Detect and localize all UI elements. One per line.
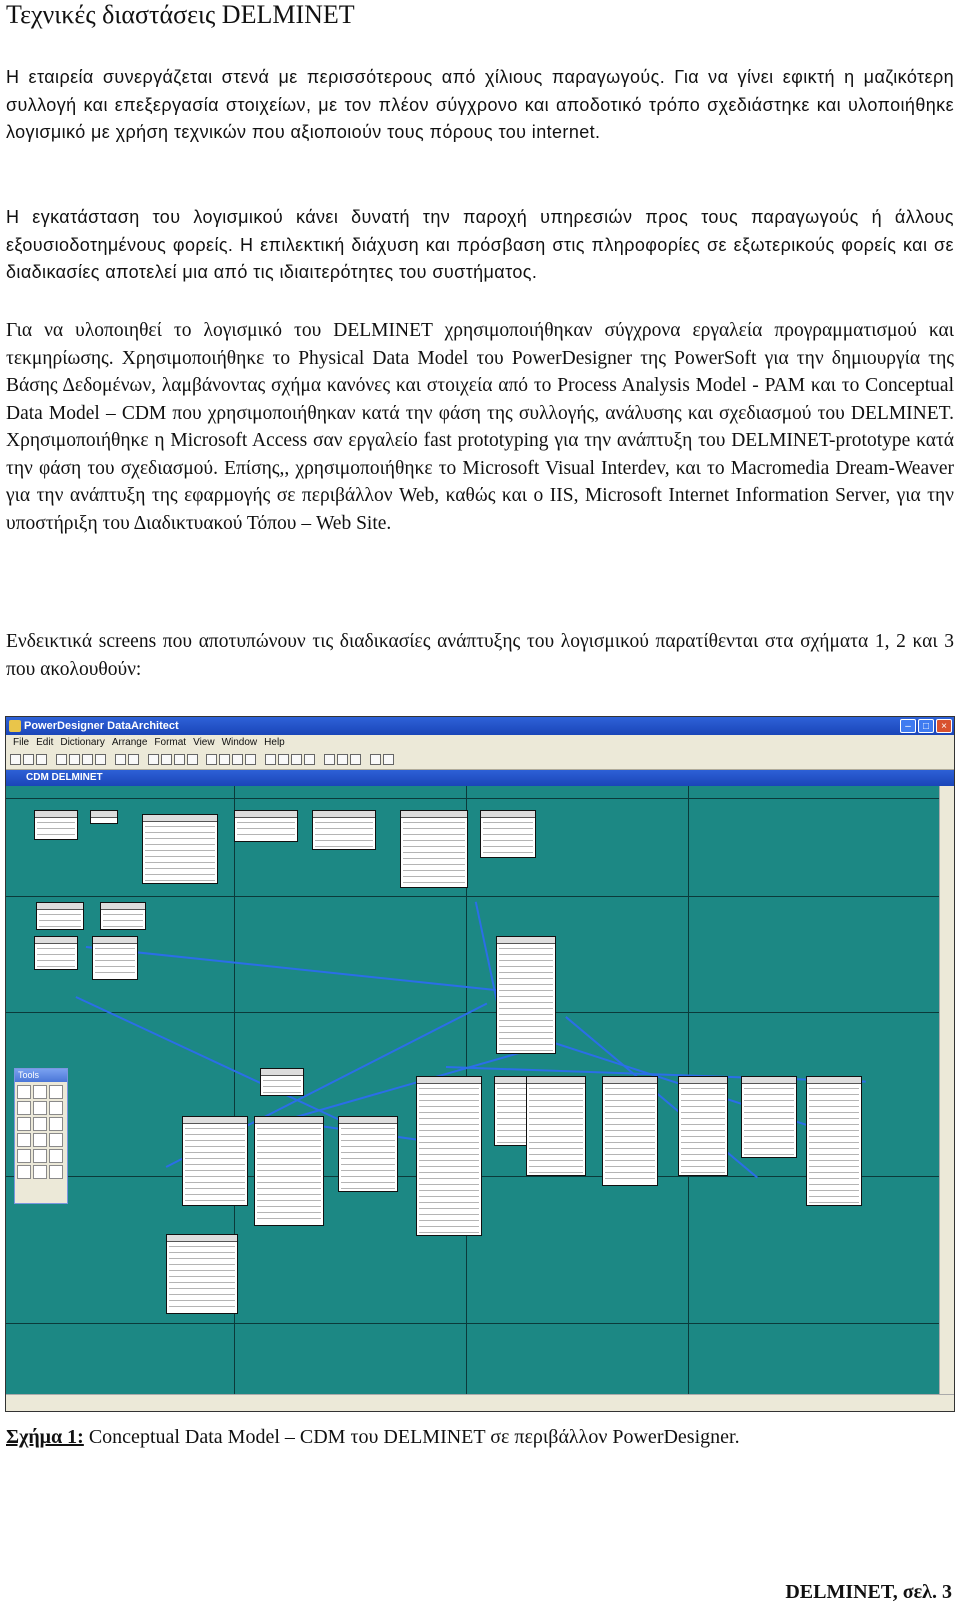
document-title: CDM DELMINET (26, 772, 103, 783)
font-icon[interactable] (174, 754, 185, 765)
menu-bar (6, 735, 954, 751)
entity-table[interactable] (526, 1076, 586, 1176)
grid-line (6, 798, 940, 799)
properties-icon[interactable] (383, 754, 394, 765)
entity-table[interactable] (260, 1068, 304, 1096)
save-icon[interactable] (36, 754, 47, 765)
menu-edit[interactable]: Edit (36, 737, 54, 748)
about-icon[interactable] (350, 754, 361, 765)
grid-line (6, 896, 940, 897)
relationship-tool-icon[interactable] (17, 1133, 31, 1147)
entity-table[interactable] (416, 1076, 482, 1236)
entity-table[interactable] (142, 814, 218, 884)
menu-window[interactable]: Window (221, 737, 258, 748)
relationship-line (566, 1016, 758, 1178)
entity-table[interactable] (92, 936, 138, 980)
grid-line (6, 1323, 940, 1324)
new-icon[interactable] (10, 754, 21, 765)
menu-view[interactable]: View (193, 737, 215, 748)
zoom-in-icon[interactable] (206, 754, 217, 765)
entity-table[interactable] (496, 936, 556, 1054)
entity-table[interactable] (166, 1234, 238, 1314)
entity-tool-icon[interactable] (33, 1117, 47, 1131)
undo-icon[interactable] (115, 754, 126, 765)
app-icon (9, 720, 21, 732)
close-icon[interactable]: × (936, 719, 952, 733)
entity-table[interactable] (36, 902, 84, 930)
rounded-rect-tool-icon[interactable] (49, 1165, 63, 1179)
entity-table[interactable] (34, 810, 78, 840)
report-icon[interactable] (304, 754, 315, 765)
move-icon[interactable] (49, 1101, 63, 1115)
zoom-fit-icon[interactable] (232, 754, 243, 765)
entity-table[interactable] (806, 1076, 862, 1206)
entity-table[interactable] (602, 1076, 658, 1186)
refresh-icon[interactable] (245, 754, 256, 765)
paragraph-tools: Για να υλοποιηθεί το λογισμικό του DELMINET χρησιμοποιήθηκαν σύγχρονα εργαλεία προγραμματισμού και τεκμηρίωσης. Χρησιμοποιήθηκε το Physical Data Model του PowerDesigner της PowerSoft για την δημιουργία της Βάσης Δεδομένων, λαμβάνοντας σχήμα κανόνες και στοιχεία από το Process Analysis Model - PAM και το Conceptual Data Model – CDM που χρησιμοποιήθηκαν κατά την φάση της συλλογής, ανάλυσης και σχεδιασμού του DELMINET. Χρησιμοποιήθηκε η Microsoft Access σαν εργαλείο fast prototyping για την ανάπτυξη του DELMINET-prototype κατά την φάση του σχεδιασμού. Επίσης,, χρησιμοποιήθηκε το Microsoft Visual Interdev, και το Macromedia Dream-Weaver για την ανάπτυξη της εφαρμογής σε περιβάλλον Web, καθώς και ο IIS, Microsoft Internet Information Server, για την υποστήριξη του Διαδικτυακού Τόπου – Web Site. (6, 320, 954, 534)
model-icon[interactable] (265, 754, 276, 765)
open-icon[interactable] (23, 754, 34, 765)
paragraph-intro: Η εταιρεία συνεργάζεται στενά με περισσότερους από χίλιους παραγωγούς. Για να γίνει εφικτή η μαζικότερη συλλογή και επεξεργασία στοιχείων, με τον πλέον σύγχρονο και αποδοτικό τρόπο σχεδιάστηκε και υλοποιήθηκε λογισμικό με χρήση τεχνικών που αξιοποιούν τους πόρους του internet. (6, 67, 954, 142)
entity-table[interactable] (741, 1076, 797, 1158)
zoom-out-tool-icon[interactable] (33, 1101, 47, 1115)
entity-table[interactable] (90, 810, 118, 824)
menu-format[interactable]: Format (154, 737, 187, 748)
context-help-icon[interactable] (337, 754, 348, 765)
entity-table[interactable] (400, 810, 468, 888)
pencil-icon[interactable] (148, 754, 159, 765)
vertical-scrollbar[interactable] (939, 786, 954, 1395)
arc-tool-icon[interactable] (33, 1165, 47, 1179)
hand-icon[interactable] (49, 1085, 63, 1099)
minimize-icon[interactable]: – (900, 719, 916, 733)
print-icon[interactable] (56, 754, 67, 765)
menu-dictionary[interactable]: Dictionary (60, 737, 105, 748)
app-title-bar (6, 717, 954, 735)
entity-table[interactable] (338, 1116, 398, 1192)
entity-table[interactable] (480, 810, 536, 858)
paragraph-screens: Ενδεικτικά screens που αποτυπώνουν τις διαδικασίες ανάπτυξης του λογισμικού παρατίθενται στα σχήματα 1, 2 και 3 που ακολουθούν: (6, 631, 954, 680)
entity-table[interactable] (254, 1116, 324, 1226)
entity-table[interactable] (234, 810, 298, 842)
grid-line (6, 1012, 940, 1013)
paste-icon[interactable] (95, 754, 106, 765)
ellipse-tool-icon[interactable] (49, 1149, 63, 1163)
page-title: Τεχνικές διαστάσεις DELMINET (6, 0, 355, 29)
powerdesigner-screenshot (5, 716, 955, 1412)
line-tool-icon[interactable] (17, 1149, 31, 1163)
relationship-line (86, 946, 504, 991)
inheritance-icon[interactable] (49, 1117, 63, 1131)
diagram-canvas[interactable] (6, 786, 940, 1395)
menu-file[interactable]: File (13, 737, 30, 748)
entity-table[interactable] (678, 1076, 728, 1176)
tools-palette (14, 1068, 68, 1204)
help-icon[interactable] (324, 754, 335, 765)
app-title: PowerDesigner DataArchitect (24, 720, 179, 732)
lasso-icon[interactable] (33, 1085, 47, 1099)
entity-table[interactable] (312, 810, 376, 850)
pointer-icon[interactable] (17, 1085, 31, 1099)
maximize-icon[interactable]: □ (918, 719, 934, 733)
redo-icon[interactable] (128, 754, 139, 765)
figure-label: Σχήμα 1: (6, 1426, 84, 1448)
entity-table[interactable] (182, 1116, 248, 1206)
rectangle-tool-icon[interactable] (33, 1149, 47, 1163)
tools-title: Tools (15, 1069, 67, 1082)
zoom-icon[interactable] (17, 1101, 31, 1115)
page-footer: DELMINET, σελ. 3 (785, 1581, 952, 1603)
check-icon[interactable] (161, 754, 172, 765)
entity-table[interactable] (100, 902, 146, 930)
text-tool-icon[interactable] (49, 1133, 63, 1147)
scissors-icon[interactable] (17, 1117, 31, 1131)
document-title-bar (6, 770, 954, 786)
check-model-icon[interactable] (278, 754, 289, 765)
copy-icon[interactable] (82, 754, 93, 765)
menu-arrange[interactable]: Arrange (111, 737, 148, 748)
window-icon[interactable] (370, 754, 381, 765)
polyline-tool-icon[interactable] (17, 1165, 31, 1179)
figure-caption-text: Conceptual Data Model – CDM του DELMINET σε περιβάλλον PowerDesigner. (83, 1426, 740, 1448)
zoom-out-icon[interactable] (219, 754, 230, 765)
menu-help[interactable]: Help (264, 737, 285, 748)
horizontal-scrollbar[interactable] (6, 1394, 954, 1411)
association-icon[interactable] (33, 1133, 47, 1147)
generate-icon[interactable] (291, 754, 302, 765)
entity-table[interactable] (34, 936, 78, 970)
figure-caption (6, 1426, 740, 1449)
cut-icon[interactable] (69, 754, 80, 765)
format-icon[interactable] (187, 754, 198, 765)
paragraph-installation: Η εγκατάσταση του λογισμικού κάνει δυνατή την παροχή υπηρεσιών προς τους παραγωγούς ή άλλους εξουσιοδοτημένους φορείς. Η επιλεκτική διάχυση και πρόσβαση στις πληροφορίες σε εξωτερικούς φορείς και σε διαδικασίες αποτελεί μια από τις ιδιαιτερότητες του συστήματος. (6, 207, 954, 282)
relationship-line (76, 996, 349, 1124)
toolbar (6, 751, 954, 770)
